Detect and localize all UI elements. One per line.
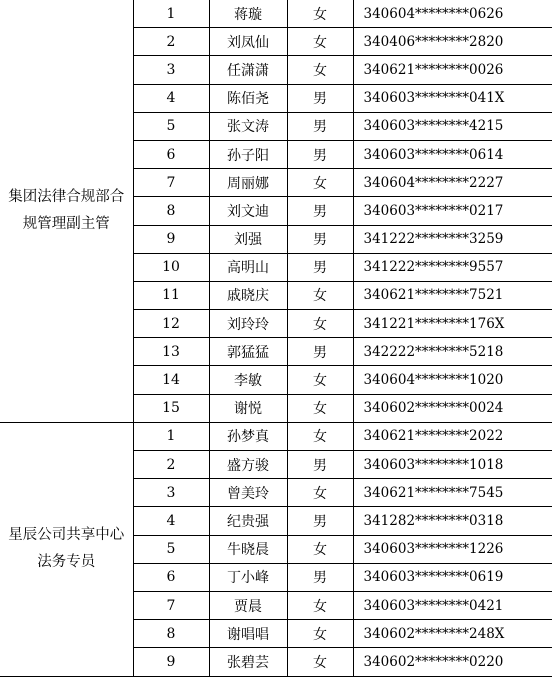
name-cell: 李敏	[209, 366, 287, 394]
name-cell: 周丽娜	[209, 169, 287, 197]
number-cell: 9	[133, 648, 209, 676]
id-number-cell: 340603********0619	[353, 563, 552, 591]
number-cell: 1	[133, 0, 209, 28]
number-cell: 2	[133, 28, 209, 56]
gender-cell: 女	[287, 169, 353, 197]
name-cell: 谢唱唱	[209, 620, 287, 648]
number-cell: 8	[133, 620, 209, 648]
name-cell: 刘玲玲	[209, 310, 287, 338]
gender-cell: 女	[287, 28, 353, 56]
number-cell: 15	[133, 394, 209, 422]
name-cell: 孙子阳	[209, 140, 287, 168]
number-cell: 13	[133, 338, 209, 366]
position-cell: 星辰公司共享中心法务专员	[0, 422, 133, 676]
number-cell: 6	[133, 140, 209, 168]
name-cell: 戚晓庆	[209, 281, 287, 309]
name-cell: 郭猛猛	[209, 338, 287, 366]
number-cell: 6	[133, 563, 209, 591]
number-cell: 14	[133, 366, 209, 394]
id-number-cell: 340602********0220	[353, 648, 552, 676]
table-row	[0, 0, 552, 28]
id-number-cell: 341222********3259	[353, 225, 552, 253]
gender-cell: 女	[287, 56, 353, 84]
gender-cell: 男	[287, 225, 353, 253]
name-cell: 刘文迪	[209, 197, 287, 225]
id-number-cell: 342222********5218	[353, 338, 552, 366]
id-number-cell: 340604********1020	[353, 366, 552, 394]
name-cell: 高明山	[209, 253, 287, 281]
gender-cell: 男	[287, 84, 353, 112]
gender-cell: 男	[287, 140, 353, 168]
number-cell: 3	[133, 56, 209, 84]
id-number-cell: 340603********0614	[353, 140, 552, 168]
gender-cell: 女	[287, 366, 353, 394]
name-cell: 贾晨	[209, 591, 287, 619]
number-cell: 11	[133, 281, 209, 309]
id-number-cell: 340604********0626	[353, 0, 552, 28]
number-cell: 2	[133, 451, 209, 479]
number-cell: 8	[133, 197, 209, 225]
gender-cell: 女	[287, 535, 353, 563]
gender-cell: 女	[287, 422, 353, 450]
gender-cell: 女	[287, 591, 353, 619]
name-cell: 蒋璇	[209, 0, 287, 28]
id-number-cell: 341221********176X	[353, 310, 552, 338]
name-cell: 陈佰尧	[209, 84, 287, 112]
gender-cell: 女	[287, 648, 353, 676]
number-cell: 5	[133, 535, 209, 563]
gender-cell: 女	[287, 479, 353, 507]
name-cell: 任潇潇	[209, 56, 287, 84]
number-cell: 1	[133, 422, 209, 450]
gender-cell: 女	[287, 281, 353, 309]
number-cell: 4	[133, 507, 209, 535]
table-row	[0, 422, 552, 450]
name-cell: 谢悦	[209, 394, 287, 422]
number-cell: 7	[133, 169, 209, 197]
gender-cell: 女	[287, 310, 353, 338]
number-cell: 3	[133, 479, 209, 507]
id-number-cell: 341282********0318	[353, 507, 552, 535]
number-cell: 9	[133, 225, 209, 253]
id-number-cell: 340603********041X	[353, 84, 552, 112]
gender-cell: 女	[287, 620, 353, 648]
gender-cell: 男	[287, 338, 353, 366]
number-cell: 7	[133, 591, 209, 619]
gender-cell: 男	[287, 197, 353, 225]
id-number-cell: 340621********7521	[353, 281, 552, 309]
name-cell: 牛晓晨	[209, 535, 287, 563]
position-cell: 集团法律合规部合规管理副主管	[0, 0, 133, 422]
number-cell: 4	[133, 84, 209, 112]
id-number-cell: 340602********248X	[353, 620, 552, 648]
number-cell: 5	[133, 112, 209, 140]
id-number-cell: 340621********7545	[353, 479, 552, 507]
id-number-cell: 340602********0024	[353, 394, 552, 422]
gender-cell: 男	[287, 507, 353, 535]
name-cell: 曾美玲	[209, 479, 287, 507]
name-cell: 张碧芸	[209, 648, 287, 676]
id-number-cell: 340603********1018	[353, 451, 552, 479]
gender-cell: 男	[287, 253, 353, 281]
name-cell: 孙梦真	[209, 422, 287, 450]
number-cell: 10	[133, 253, 209, 281]
id-number-cell: 341222********9557	[353, 253, 552, 281]
id-number-cell: 340604********2227	[353, 169, 552, 197]
gender-cell: 女	[287, 394, 353, 422]
gender-cell: 男	[287, 563, 353, 591]
id-number-cell: 340621********2022	[353, 422, 552, 450]
gender-cell: 女	[287, 0, 353, 28]
name-cell: 盛方骏	[209, 451, 287, 479]
name-cell: 刘强	[209, 225, 287, 253]
id-number-cell: 340603********0421	[353, 591, 552, 619]
id-number-cell: 340603********4215	[353, 112, 552, 140]
name-cell: 刘凤仙	[209, 28, 287, 56]
gender-cell: 男	[287, 451, 353, 479]
name-cell: 丁小峰	[209, 563, 287, 591]
gender-cell: 男	[287, 112, 353, 140]
number-cell: 12	[133, 310, 209, 338]
id-number-cell: 340603********0217	[353, 197, 552, 225]
id-number-cell: 340406********2820	[353, 28, 552, 56]
name-cell: 纪贵强	[209, 507, 287, 535]
name-cell: 张文涛	[209, 112, 287, 140]
id-number-cell: 340603********1226	[353, 535, 552, 563]
id-number-cell: 340621********0026	[353, 56, 552, 84]
